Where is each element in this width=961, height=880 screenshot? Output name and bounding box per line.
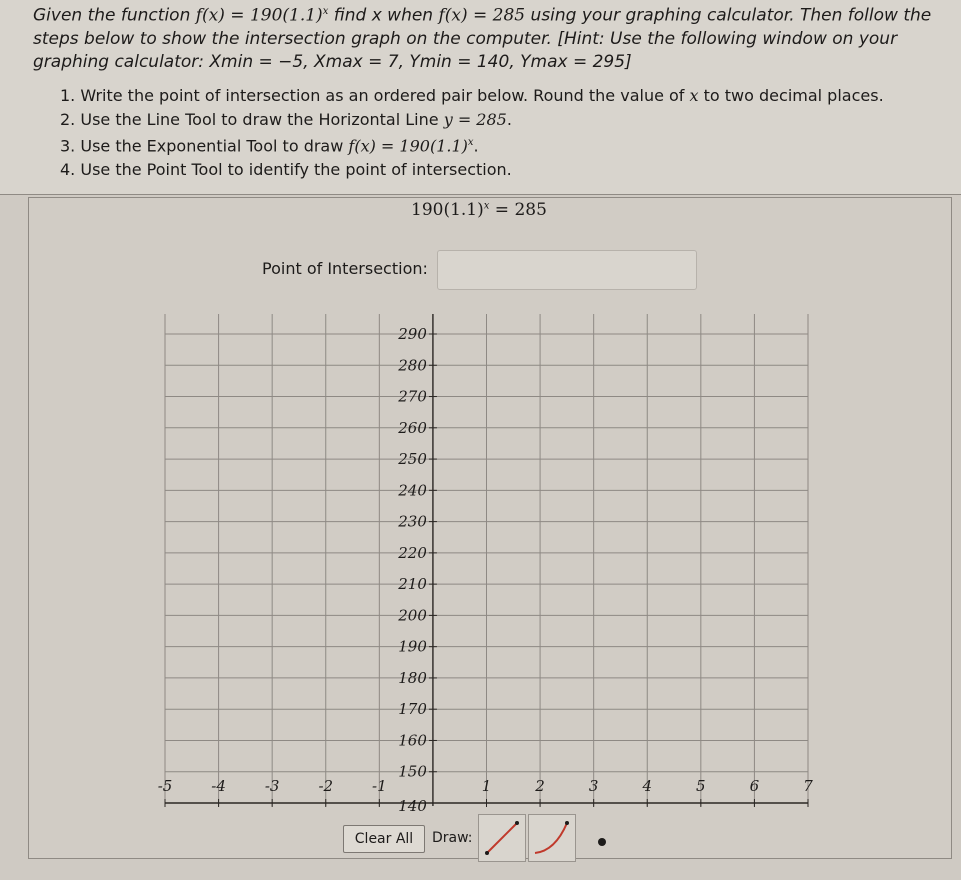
clear-all-button[interactable]: Clear All [343,825,425,853]
equation-display: $190(1.1)^x = 285$ [411,200,547,220]
function-expression: f(x) = 190(1.1) [195,5,323,26]
y-tick-label: 290 [398,325,427,343]
x-tick-label: 2 [535,777,545,795]
y-tick-label: 200 [398,606,427,625]
y-tick-label: 180 [398,668,427,687]
line-tool-icon [479,815,525,861]
step-2: 2. Use the Line Tool to draw the Horizontal Line y = 285. [60,109,512,129]
x-tick-label: 4 [642,777,653,795]
exponential-tool-button[interactable] [528,814,576,862]
y-tick-label: 220 [398,543,427,562]
x-tick-label: -2 [318,777,334,795]
y-tick-label: 260 [398,418,427,437]
condition-expression: f(x) = 285 [438,5,526,26]
x-tick-label: -1 [372,777,387,795]
function-exponent: x [322,6,329,17]
x-tick-label: 6 [749,777,760,795]
x-tick-label: 1 [481,777,492,795]
x-tick-label: 3 [588,777,599,795]
x-tick-label: 5 [696,777,706,795]
x-tick-label: -3 [264,777,280,795]
y-tick-label: 210 [398,575,427,594]
grid-vertical [165,314,808,806]
intro-text: Given the function [33,5,196,26]
y-tick-label: 280 [398,356,427,375]
x-tick-label: -5 [157,777,173,795]
y-tick-label: 140 [398,797,427,815]
y-tick-label: 190 [398,637,427,656]
point-tool-icon [579,815,625,861]
y-tick-label: 270 [398,387,427,406]
step-1: 1. Write the point of intersection as an ordered pair below. Round the value of x to two decimal places. [60,86,884,105]
exponential-tool-icon [529,815,575,861]
step-4: 4. Use the Point Tool to identify the point of intersection. [60,159,512,179]
step-3: 3. Use the Exponential Tool to draw $f(x) = 190(1.1)^x$. [60,136,479,156]
y-tick-label: 160 [398,731,427,750]
y-tick-label: 240 [398,481,427,500]
tick-labels [158,325,814,815]
point-tool-button[interactable] [578,814,626,862]
x-tick-label: 7 [803,777,813,795]
poi-label: Point of Intersection: [262,259,428,278]
line-tool-button[interactable] [478,814,526,862]
intro-text-3: using your graphing calculator. Then follow the steps below to show the intersection graph on the computer. [Hint: Use the following window on your graphing calculator: Xmin = −5, Xmax = 7, Ymin = 140, Ymax = 295] [33,5,932,72]
y-tick-label: 230 [398,512,427,531]
draw-label: Draw: [432,830,473,846]
y-tick-label: 150 [398,762,427,781]
y-tick-label: 170 [398,700,427,719]
x-tick-label: -4 [211,777,226,795]
intro-text-2: find x when [328,5,439,26]
y-tick-label: 250 [398,450,427,469]
